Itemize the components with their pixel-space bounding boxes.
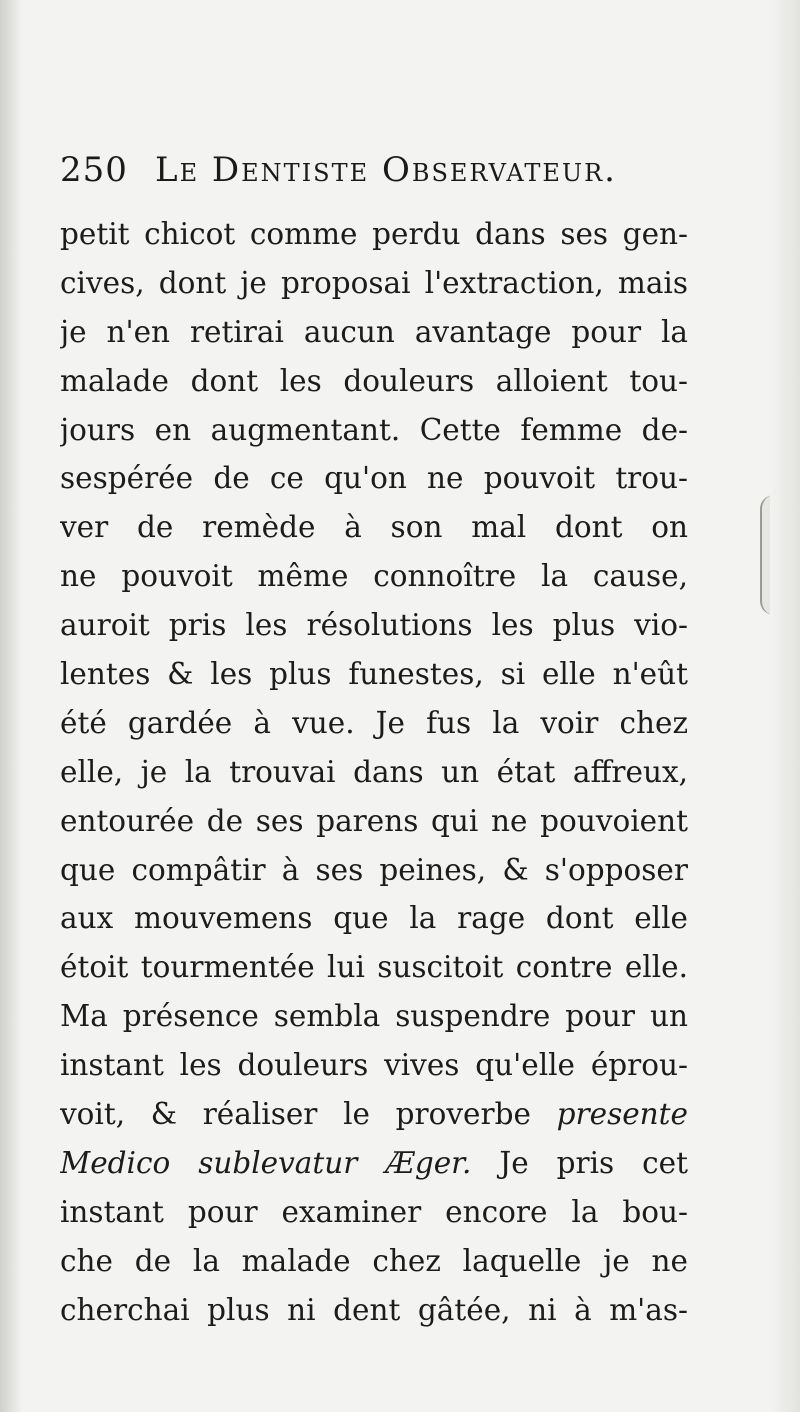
page-header: [60, 150, 700, 210]
text-line: étoit tourmentée lui suscitoit contre elle.: [60, 950, 688, 985]
page-edge-tab: [760, 495, 800, 615]
text-line: instant pour examiner encore la bou-: [60, 1194, 688, 1229]
body-text: [60, 210, 688, 1334]
text-line: [60, 1090, 688, 1139]
italic-phrase: presente: [556, 1097, 688, 1132]
text-line: ne pouvoit même connoître la cause,: [60, 559, 688, 594]
text-line: cives, dont je proposai l'extraction, mais: [60, 265, 688, 300]
text-line: che de la malade chez laquelle je ne: [60, 1243, 688, 1278]
running-title: Le Dentiste Observateur.: [155, 150, 617, 190]
page-number: 250: [60, 150, 128, 190]
text-line: entourée de ses parens qui ne pouvoient: [60, 803, 688, 838]
text-line: que compâtir à ses peines, & s'opposer: [60, 852, 688, 887]
text-line: jours en augmentant. Cette femme de-: [60, 412, 688, 447]
text-line: elle, je la trouvai dans un état affreux,: [60, 754, 688, 789]
text-line: auroit pris les résolutions les plus vio-: [60, 608, 688, 643]
text-line: été gardée à vue. Je fus la voir chez: [60, 705, 688, 740]
text-line: cherchai plus ni dent gâtée, ni à m'as-: [60, 1292, 688, 1327]
text-line: aux mouvemens que la rage dont elle: [60, 901, 688, 936]
italic-phrase: Medico sublevatur Æger.: [60, 1145, 472, 1180]
text-line: instant les douleurs vives qu'elle éprou-: [60, 1048, 688, 1083]
text-line: sespérée de ce qu'on ne pouvoit trou-: [60, 461, 688, 496]
text-line: je n'en retirai aucun avantage pour la: [60, 314, 688, 349]
text-span: Je pris cet: [499, 1145, 688, 1180]
text-line: malade dont les douleurs alloient tou-: [60, 363, 688, 398]
text-line: lentes & les plus funestes, si elle n'eût: [60, 657, 688, 692]
text-line: petit chicot comme perdu dans ses gen-: [60, 217, 688, 251]
text-line: [60, 1139, 688, 1188]
text-span: voit, & réaliser le proverbe: [60, 1097, 531, 1132]
text-line: Ma présence sembla suspendre pour un: [60, 999, 688, 1034]
text-line: ver de remède à son mal dont on: [60, 510, 688, 545]
